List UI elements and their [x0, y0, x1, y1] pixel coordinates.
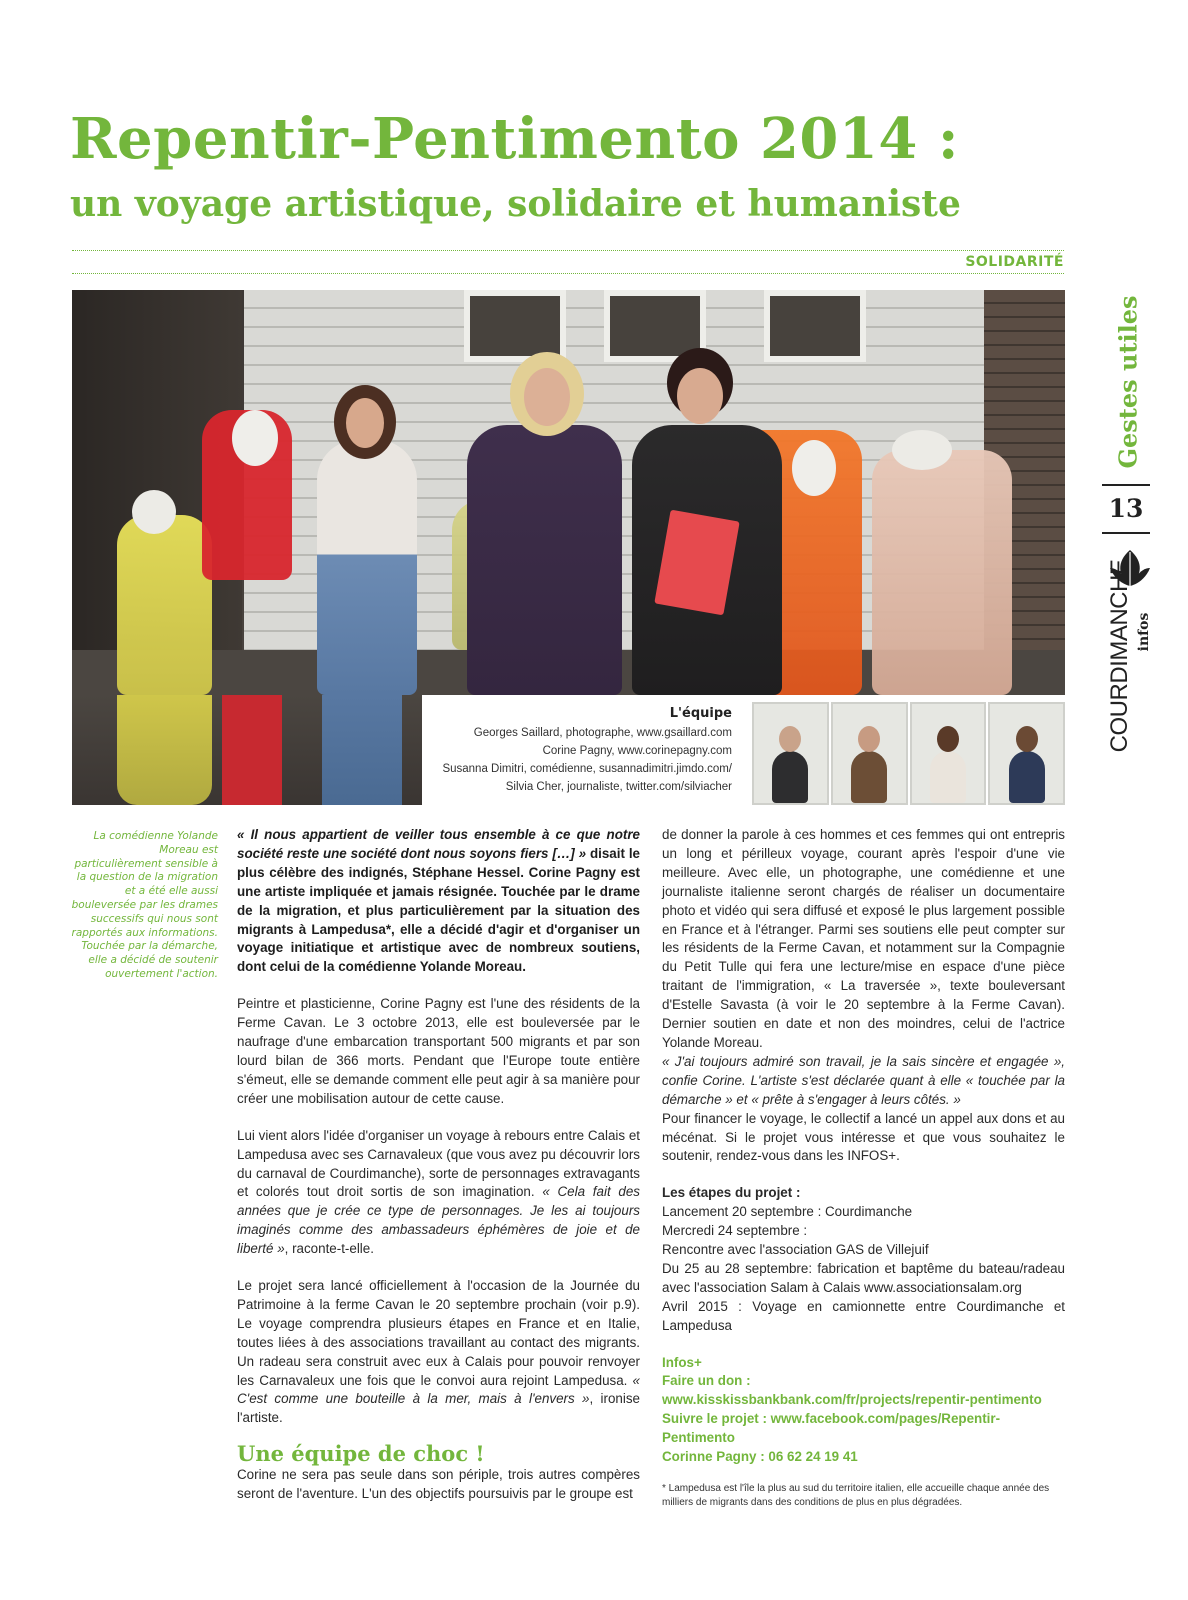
team-photo-lower — [72, 695, 422, 805]
team-portraits — [752, 702, 1065, 805]
portrait-artist — [831, 702, 908, 805]
divider-top — [72, 250, 1064, 251]
team-photo — [72, 290, 1065, 695]
paragraph: Le projet sera lancé officiellement à l'occasion de la Journée du Patrimoine à la ferme Cavan le 20 septembre prochain (voir p.9). Le voyage comprendra plusieurs étapes en France et en Italie, toutes liées à des associations travaillant au contact des migrants. Un radeau sera construit avec eux à Calais pour pouvoir renvoyer les Carnavaleux une fois que le convoi aura rejoint Lampedusa. « C'est comme une bouteille à la mer, mais à l'envers », ironise l'artiste. — [237, 1278, 640, 1426]
team-title: L'équipe — [669, 706, 732, 721]
article-column-1 — [237, 826, 640, 1504]
lead-paragraph: « Il nous appartient de veiller tous ensemble à ce que notre société reste une société dont nous soyons fiers […] » disait le plus célèbre des indignés, Stéphane Hessel. Corine Pagny est une artiste impliquée et jamais résignée. Touchée par le drame de la migration, et plus particulièrement par la situation des migrants à Lampedusa*, elle a décidé d'agir et d'organiser un voyage initiatique et artistique avec de nombreux soutiens, dont celui de la comédienne Yolande Moreau. — [237, 827, 640, 975]
infos-title: Infos+ — [662, 1354, 702, 1370]
donate-label: Faire un don : — [662, 1373, 751, 1389]
side-rule-bottom — [1102, 532, 1150, 534]
team-member: Corine Pagny, www.corinepagny.com — [542, 745, 732, 757]
portrait-actress — [910, 702, 987, 805]
article-subtitle: un voyage artistique, solidaire et humaniste — [70, 183, 961, 225]
steps-title: Les étapes du projet : — [662, 1185, 801, 1201]
team-member: Georges Saillard, photographe, www.gsaillard.com — [473, 727, 732, 739]
team-member: Silvia Cher, journaliste, twitter.com/silviacher — [505, 781, 732, 793]
divider-bottom — [72, 273, 1064, 274]
donate-link[interactable]: www.kisskissbankbank.com/fr/projects/repentir-pentimento — [662, 1392, 1042, 1408]
photo-caption: La comédienne Yolande Moreau est particulièrement sensible à la question de la migration et a été elle aussi bouleversée par les drames successifs qui nous sont rapportés aux informations. Touchée par la démarche, elle a décidé de soutenir ouvertement l'action. — [71, 830, 218, 980]
step-item: Du 25 au 28 septembre: fabrication et baptême du bateau/radeau avec l'association Salam à Calais www.associationsalam.org — [662, 1260, 1065, 1295]
contact-info: Corinne Pagny : 06 62 24 19 41 — [662, 1449, 858, 1465]
article-column-2 — [662, 826, 1065, 1467]
paragraph: de donner la parole à ces hommes et ces femmes qui ont entrepris un long et périlleux voyage, courant après l'espoir d'une vie meilleure. Avec elle, un photographe, une comédienne et une journaliste italienne seront chargés de réaliser un documentaire photo et vidéo qui sera diffusé et exposé le plus largement possible en France et à l'étranger. Parmi ses soutiens elle peut compter sur les résidents de la Ferme Cavan, et notamment sur la Compagnie du Petit Tulle qui fera une lecture/mise en espace d'une pièce traitant de l'immigration, « La traversée », texte bouleversant d'Estelle Savasta (à voir le 20 septembre à la Ferme Cavan). Dernier soutien en date et non des moindres, celui de l'actrice Yolande Moreau. — [662, 827, 1065, 1050]
portrait-photographer — [752, 702, 829, 805]
paragraph: Peintre et plasticienne, Corine Pagny est l'une des résidents de la Ferme Cavan. Le 3 octobre 2013, elle est bouleversée par le naufrage d'une embarcation transportant 500 migrants et par son lourd bilan de 366 morts. Pendant que l'Europe toute entière s'émeut, elle se demande comment elle peut agir à sa manière pour créer une mobilisation autour de cette cause. — [237, 996, 641, 1106]
side-rule-top — [1102, 484, 1150, 486]
paragraph: Corine ne sera pas seule dans son périple, trois autres compères seront de l'aventure. L'un des objectifs poursuivis par le groupe est — [237, 1467, 640, 1502]
step-item: Rencontre avec l'association GAS de Villejuif — [662, 1242, 929, 1258]
logo-main-text: COURDIMANCHE — [1106, 559, 1133, 753]
magazine-logo — [1098, 546, 1158, 766]
step-item: Avril 2015 : Voyage en camionnette entre Courdimanche et Lampedusa — [662, 1298, 1065, 1333]
follow-link[interactable]: Suivre le projet : www.facebook.com/pages/Repentir-Pentimento — [662, 1411, 1001, 1446]
step-item: Mercredi 24 septembre : — [662, 1223, 808, 1239]
section-heading: Une équipe de choc ! — [237, 1441, 485, 1467]
portrait-journalist — [988, 702, 1065, 805]
rubric-label: SOLIDARITÉ — [965, 254, 1064, 270]
step-item: Lancement 20 septembre : Courdimanche — [662, 1204, 913, 1220]
footnote: * Lampedusa est l'île la plus au sud du territoire italien, elle accueille chaque année des milliers de migrants dans des conditions de plus en plus dégradées. — [662, 1483, 1050, 1508]
paragraph: Pour financer le voyage, le collectif a lancé un appel aux dons et au mécénat. Si le projet vous intéresse et que vous souhaitez le soutenir, rendez-vous dans les INFOS+. — [662, 1110, 1065, 1164]
section-label: Gestes utiles — [1113, 295, 1143, 469]
paragraph: Lui vient alors l'idée d'organiser un voyage à rebours entre Calais et Lampedusa avec ses Carnavaleux (que vous avez pu découvrir lors du carnaval de Courdimanche), sorte de personnages extravagants et colorés tout droit sortis de son imagination. « Cela fait des années que je crée ce type de personnages. Je les ai toujours imaginés comme des ambassadeurs éphémères de joie et de liberté », raconte-t-elle. — [237, 1127, 640, 1257]
page-number: 13 — [1108, 494, 1144, 523]
article-title: Repentir-Pentimento 2014 : — [70, 106, 959, 172]
team-member: Susanna Dimitri, comédienne, susannadimitri.jimdo.com/ — [442, 763, 732, 775]
quote-paragraph: « J'ai toujours admiré son travail, je la sais sincère et engagée », confie Corine. L'artiste s'est déclarée quant à elle « touchée par la démarche » et « prête à s'engager à leurs côtés. » — [662, 1053, 1065, 1107]
logo-sub-text: infos — [1136, 612, 1152, 652]
